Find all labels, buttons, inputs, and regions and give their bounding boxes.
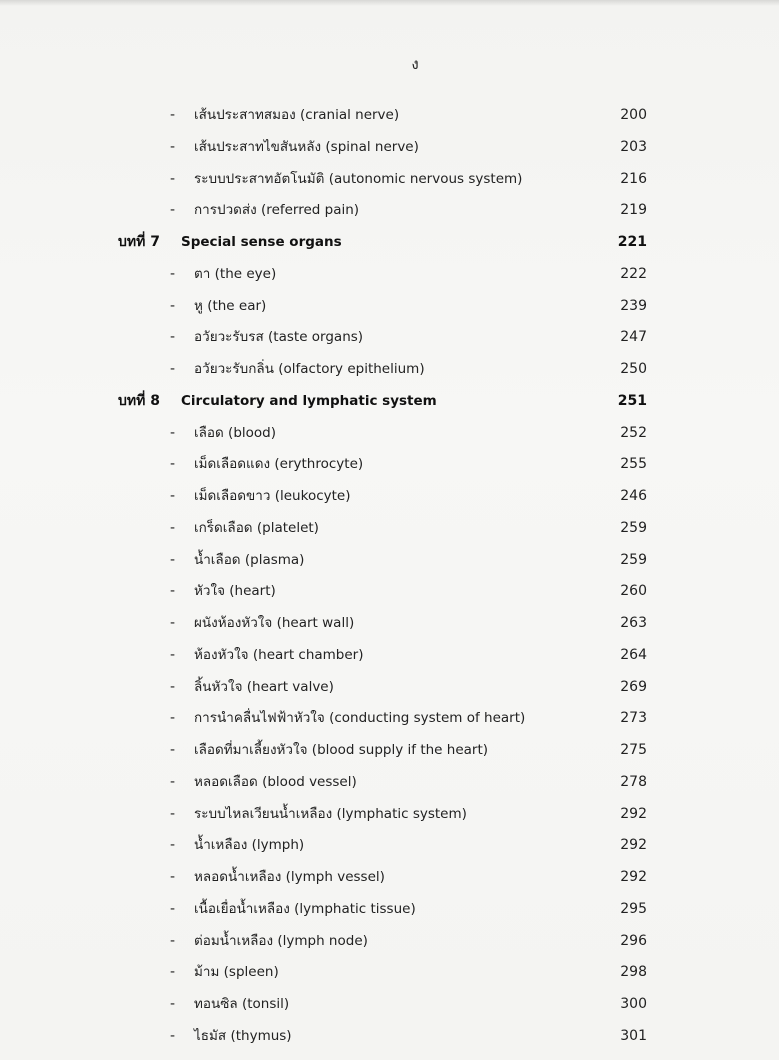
page-reference: 260 xyxy=(620,583,647,600)
page-reference: 251 xyxy=(617,392,647,409)
toc-entry-row xyxy=(0,291,779,323)
entry-title: หัวใจ (heart) xyxy=(194,583,276,600)
page-reference: 295 xyxy=(620,900,647,917)
entry-dash: - xyxy=(170,583,176,600)
page-reference: 301 xyxy=(620,1027,647,1044)
toc-entry-row xyxy=(0,164,779,196)
entry-dash: - xyxy=(170,710,176,727)
page-reference: 263 xyxy=(620,615,647,631)
entry-title: ระบบไหลเวียนน้ำเหลือง (lymphatic system) xyxy=(194,805,467,822)
entry-dash: - xyxy=(170,329,176,346)
toc-entry-row xyxy=(0,735,779,767)
page-reference: 264 xyxy=(620,646,647,663)
entry-title: เนื้อเยื่อน้ำเหลือง (lymphatic tissue) xyxy=(194,900,416,917)
entry-title: เส้นประสาทไขสันหลัง (spinal nerve) xyxy=(194,138,419,155)
entry-dash: - xyxy=(170,519,176,536)
toc-entry-row xyxy=(0,259,779,291)
toc-entry-row xyxy=(0,322,779,354)
toc-entry-row xyxy=(0,576,779,608)
toc-entry-row xyxy=(0,830,779,862)
chapter-title: Special sense organs xyxy=(181,234,342,250)
toc-entry-row xyxy=(0,449,779,481)
entry-title: น้ำเหลือง (lymph) xyxy=(194,837,305,854)
entry-title: ต่อมน้ำเหลือง (lymph node) xyxy=(194,932,368,949)
toc-entry-row xyxy=(0,513,779,545)
entry-dash: - xyxy=(170,488,176,504)
entry-title: การนำคลื่นไฟฟ้าหัวใจ (conducting system of heart) xyxy=(194,710,526,727)
entry-title: เลือดที่มาเลี้ยงหัวใจ (blood supply if the heart) xyxy=(194,742,489,758)
toc-entry-row xyxy=(0,1021,779,1053)
toc-entry-row xyxy=(0,100,779,132)
entry-title: หลอดน้ำเหลือง (lymph vessel) xyxy=(194,869,385,885)
entry-dash: - xyxy=(170,107,176,123)
page-reference: 250 xyxy=(620,361,647,377)
toc-chapter-row xyxy=(0,227,779,259)
toc-entry-row xyxy=(0,418,779,450)
entry-dash: - xyxy=(170,138,176,155)
page-reference: 296 xyxy=(620,932,647,949)
page-reference: 273 xyxy=(620,710,647,727)
toc-entry-row xyxy=(0,481,779,513)
entry-title: เม็ดเลือดแดง (erythrocyte) xyxy=(194,456,364,473)
page-reference: 292 xyxy=(620,869,647,885)
entry-dash: - xyxy=(170,1027,176,1044)
toc-entry-row xyxy=(0,894,779,926)
entry-dash: - xyxy=(170,361,176,377)
page-reference: 292 xyxy=(620,837,647,854)
toc-entry-row xyxy=(0,354,779,386)
entry-dash: - xyxy=(170,805,176,822)
entry-dash: - xyxy=(170,646,176,663)
page-number: ง xyxy=(411,55,419,73)
entry-title: การปวดส่ง (referred pain) xyxy=(194,202,360,219)
entry-dash: - xyxy=(170,773,176,790)
page-reference: 203 xyxy=(620,138,647,155)
entry-dash: - xyxy=(170,615,176,631)
page-reference: 259 xyxy=(620,519,647,536)
page-reference: 221 xyxy=(617,234,647,250)
toc-entry-row xyxy=(0,799,779,831)
table-of-contents xyxy=(0,100,779,1053)
entry-title: ลิ้นหัวใจ (heart valve) xyxy=(194,678,334,695)
entry-title: น้ำเลือด (plasma) xyxy=(194,551,305,568)
scan-top-edge xyxy=(0,0,779,6)
page-reference: 216 xyxy=(620,170,647,187)
entry-title: อวัยวะรับกลิ่น (olfactory epithelium) xyxy=(194,361,425,377)
entry-dash: - xyxy=(170,964,176,981)
toc-entry-row xyxy=(0,640,779,672)
entry-dash: - xyxy=(170,424,176,441)
entry-dash: - xyxy=(170,837,176,854)
entry-dash: - xyxy=(170,202,176,219)
page-reference: 222 xyxy=(620,265,647,282)
page-reference: 239 xyxy=(620,297,647,314)
entry-title: เกร็ดเลือด (platelet) xyxy=(194,519,319,536)
entry-title: ระบบประสาทอัตโนมัติ (autonomic nervous system) xyxy=(194,170,523,187)
toc-entry-row xyxy=(0,608,779,640)
entry-dash: - xyxy=(170,932,176,949)
entry-title: ห้องหัวใจ (heart chamber) xyxy=(194,646,364,663)
chapter-label: บทที่ 7 xyxy=(118,234,160,250)
entry-dash: - xyxy=(170,869,176,885)
entry-dash: - xyxy=(170,742,176,758)
entry-title: ผนังห้องหัวใจ (heart wall) xyxy=(194,615,355,631)
entry-title: เลือด (blood) xyxy=(194,424,276,441)
entry-title: หลอดเลือด (blood vessel) xyxy=(194,773,357,790)
entry-title: หู (the ear) xyxy=(194,297,267,314)
page-reference: 292 xyxy=(620,805,647,822)
entry-dash: - xyxy=(170,996,176,1012)
toc-entry-row xyxy=(0,703,779,735)
entry-title: ทอนซิล (tonsil) xyxy=(194,996,290,1012)
page-reference: 259 xyxy=(620,551,647,568)
chapter-label: บทที่ 8 xyxy=(118,392,160,409)
toc-entry-row xyxy=(0,862,779,894)
toc-entry-row xyxy=(0,672,779,704)
entry-dash: - xyxy=(170,265,176,282)
entry-title: ม้าม (spleen) xyxy=(194,964,279,981)
entry-dash: - xyxy=(170,678,176,695)
page-reference: 252 xyxy=(620,424,647,441)
page-reference: 219 xyxy=(620,202,647,219)
entry-title: ตา (the eye) xyxy=(194,265,277,282)
page-reference: 246 xyxy=(620,488,647,504)
chapter-title: Circulatory and lymphatic system xyxy=(181,392,437,409)
page-reference: 298 xyxy=(620,964,647,981)
toc-entry-row xyxy=(0,957,779,989)
page-reference: 278 xyxy=(620,773,647,790)
entry-title: อวัยวะรับรส (taste organs) xyxy=(194,329,364,346)
page-reference: 275 xyxy=(620,742,647,758)
entry-dash: - xyxy=(170,456,176,473)
toc-entry-row xyxy=(0,195,779,227)
page-reference: 300 xyxy=(620,996,647,1012)
page-reference: 269 xyxy=(620,678,647,695)
toc-entry-row xyxy=(0,767,779,799)
entry-title: ไธมัส (thymus) xyxy=(194,1027,292,1044)
toc-entry-row xyxy=(0,545,779,577)
page-reference: 247 xyxy=(620,329,647,346)
entry-dash: - xyxy=(170,297,176,314)
toc-entry-row xyxy=(0,926,779,958)
entry-title: เม็ดเลือดขาว (leukocyte) xyxy=(194,488,351,504)
toc-entry-row xyxy=(0,989,779,1021)
entry-title: เส้นประสาทสมอง (cranial nerve) xyxy=(194,107,400,123)
entry-dash: - xyxy=(170,170,176,187)
page-reference: 255 xyxy=(620,456,647,473)
toc-chapter-row xyxy=(0,386,779,418)
page-reference: 200 xyxy=(620,107,647,123)
toc-entry-row xyxy=(0,132,779,164)
entry-dash: - xyxy=(170,900,176,917)
entry-dash: - xyxy=(170,551,176,568)
